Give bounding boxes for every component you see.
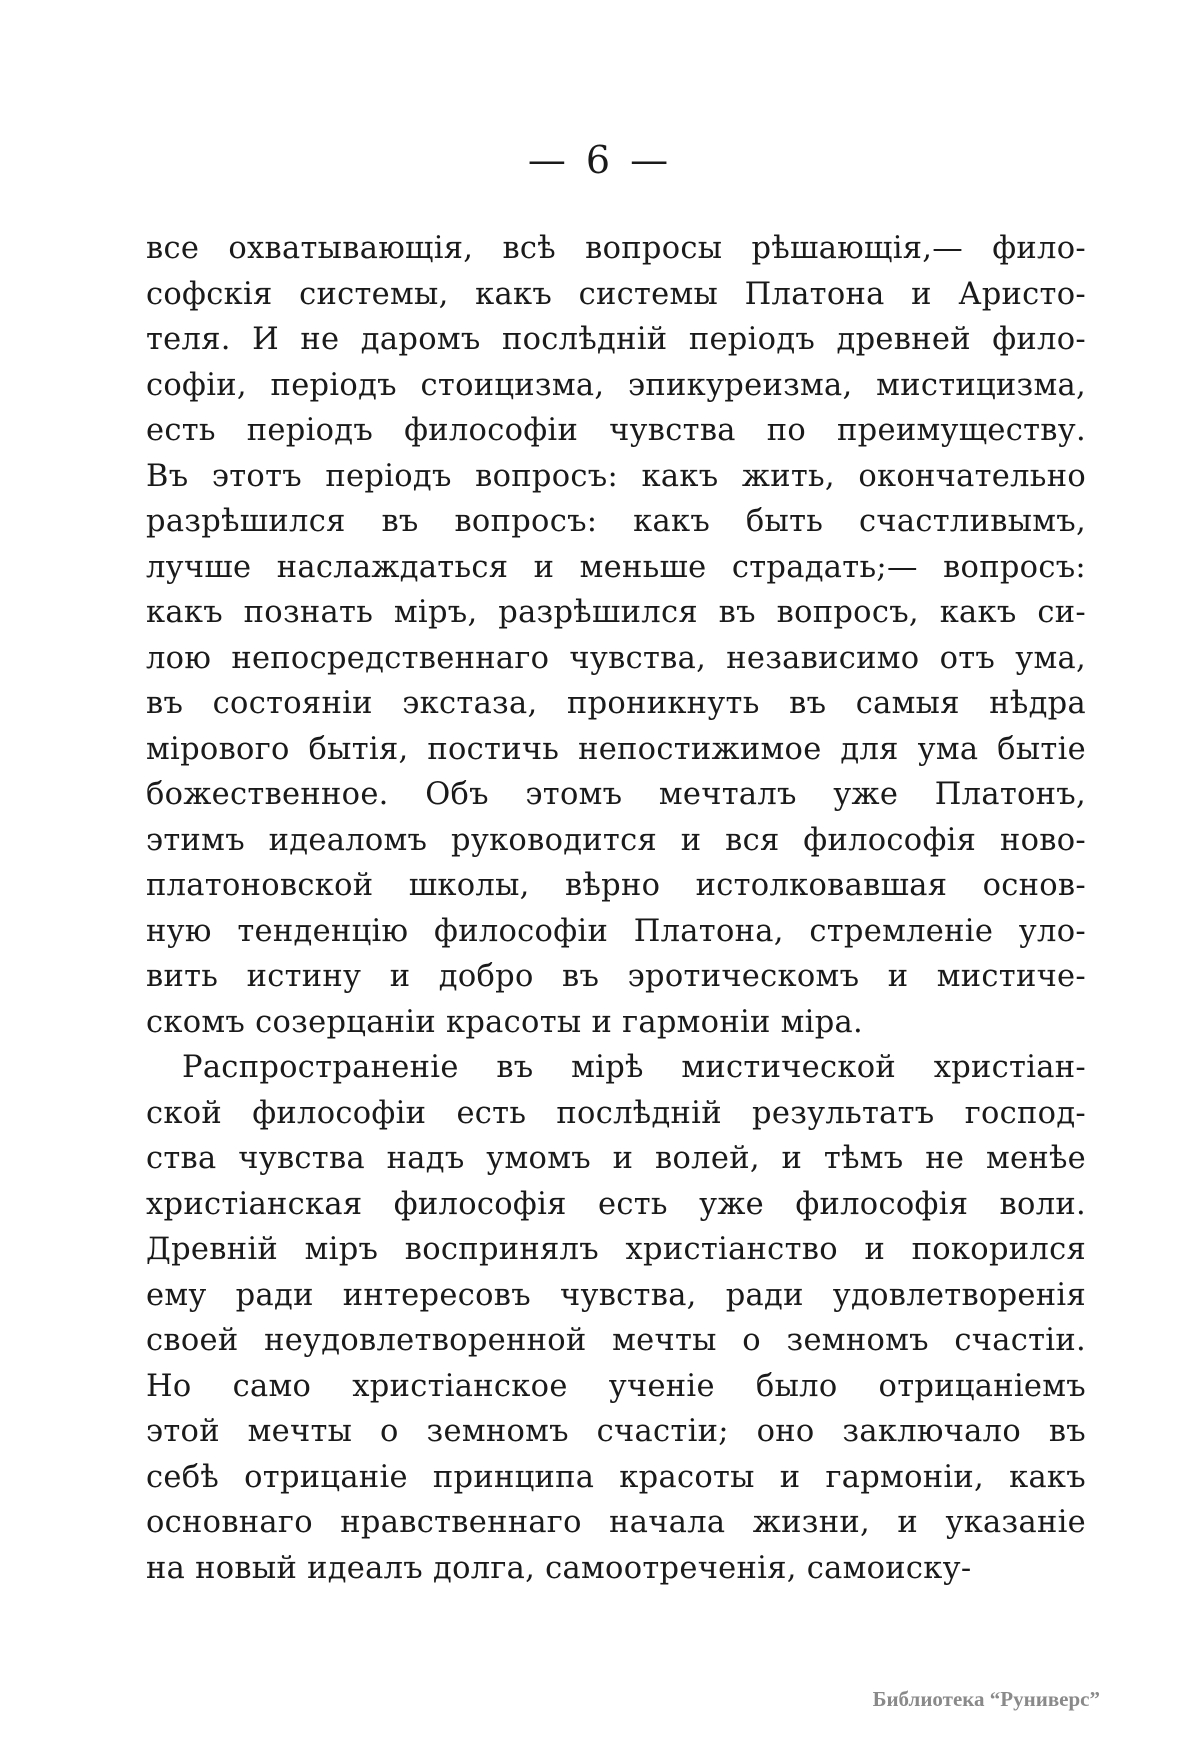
text-line: на новый идеалъ долга, самоотреченія, самоиску- (146, 1550, 972, 1586)
text-line: христіанская философія есть уже философія воли. (146, 1186, 1086, 1222)
paragraph-1 (146, 226, 1086, 1045)
text-line: Распространеніе въ мірѣ мистической христіан- (182, 1050, 1086, 1085)
text-line: Но само христіанское ученіе было отрицаніемъ (146, 1368, 1086, 1404)
text-line: ства чувства надъ умомъ и волей, и тѣмъ не менѣе (146, 1141, 1086, 1176)
text-line: своей неудовлетворенной мечты о земномъ счастіи. (146, 1323, 1086, 1358)
text-line: Древній міръ воспринялъ христіанство и покорился (146, 1232, 1086, 1267)
text-line: софскія системы, какъ системы Платона и Аристо- (146, 276, 1086, 312)
text-line: Въ этотъ періодъ вопросъ: какъ жить, окончательно (146, 458, 1086, 494)
text-line: божественное. Объ этомъ мечталъ уже Платонъ, (146, 777, 1086, 812)
text-line: теля. И не даромъ послѣдній періодъ древней фило- (146, 322, 1086, 357)
text-line: лою непосредственнаго чувства, независимо отъ ума, (146, 640, 1086, 676)
text-line: лучше наслаждаться и меньше страдать;— вопросъ: (146, 549, 1086, 585)
text-line: платоновской школы, вѣрно истолковавшая основ- (146, 868, 1086, 903)
text-line: все охватывающія, всѣ вопросы рѣшающія,— фило- (146, 231, 1086, 266)
text-line: софіи, періодъ стоицизма, эпикуреизма, мистицизма, (146, 367, 1086, 403)
text-line: какъ познать міръ, разрѣшился въ вопросъ, какъ си- (146, 595, 1086, 630)
text-line: основнаго нравственнаго начала жизни, и указаніе (146, 1505, 1086, 1540)
text-line: этой мечты о земномъ счастіи; оно заключало въ (146, 1414, 1086, 1449)
paragraph-2 (146, 1045, 1086, 1591)
page-number: — 6 — (527, 138, 673, 182)
text-line: ему ради интересовъ чувства, ради удовлетворенія (146, 1277, 1086, 1313)
text-line: скомъ созерцаніи красоты и гармоніи міра. (146, 1004, 864, 1040)
text-line: себѣ отрицаніе принципа красоты и гармоніи, какъ (146, 1459, 1086, 1495)
text-line: въ состояніи экстаза, проникнуть въ самыя нѣдра (146, 686, 1086, 721)
text-line: этимъ идеаломъ руководится и вся философія ново- (146, 822, 1086, 858)
body-text (146, 226, 1086, 1591)
text-line: вить истину и добро въ эротическомъ и мистиче- (146, 959, 1086, 994)
text-line: ской философіи есть послѣдній результатъ господ- (146, 1095, 1086, 1131)
text-line: ную тенденцію философіи Платона, стремленіе уло- (146, 913, 1086, 949)
text-line: разрѣшился въ вопросъ: какъ быть счастливымъ, (146, 504, 1086, 539)
text-line: мірового бытія, постичь непостижимое для ума бытіе (146, 731, 1086, 767)
library-watermark: Библиотека “Руниверс” (872, 1687, 1100, 1711)
text-line: есть періодъ философіи чувства по преимуществу. (146, 413, 1086, 448)
